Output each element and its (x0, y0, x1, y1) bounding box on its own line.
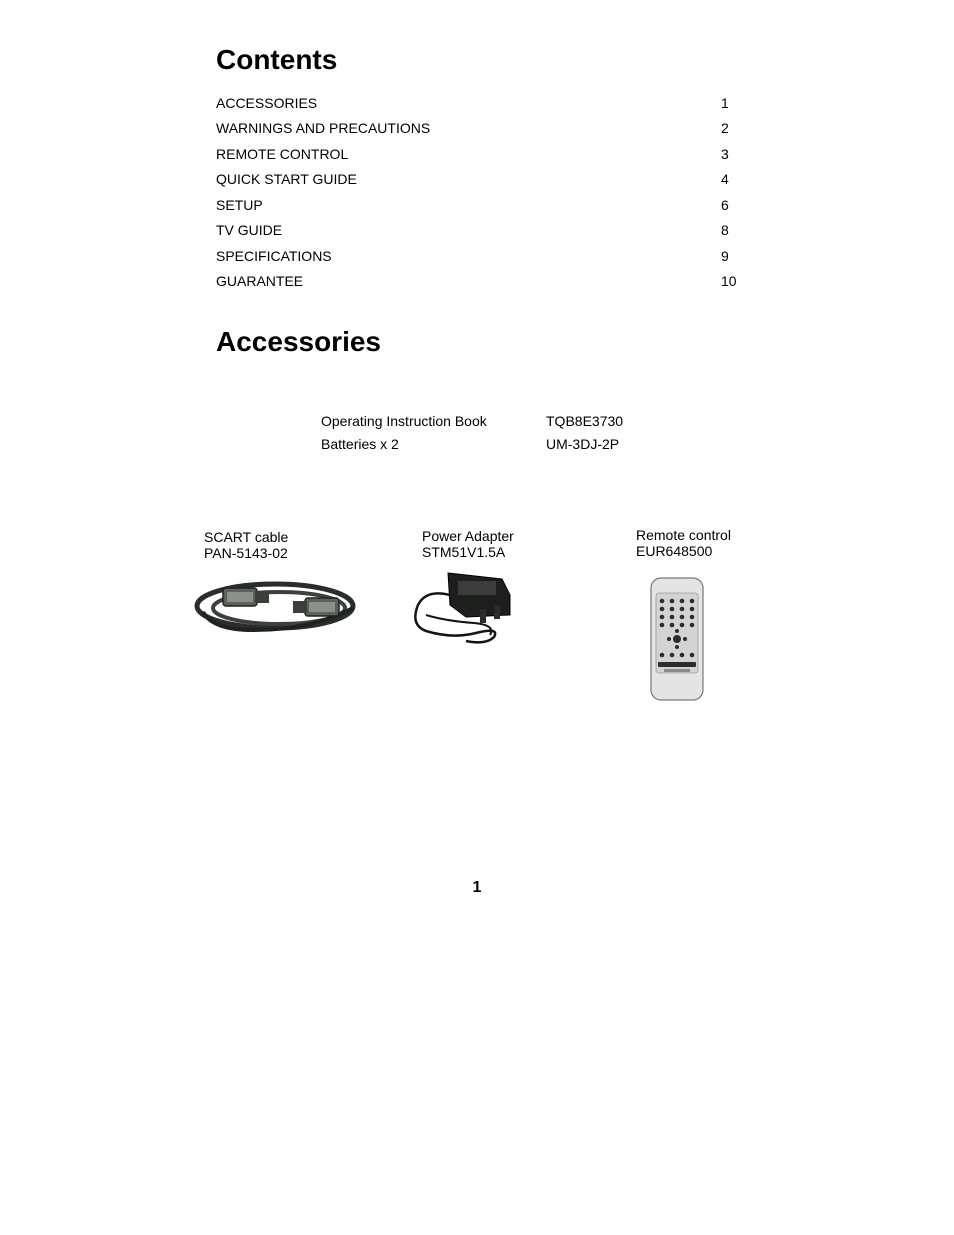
contents-title: Contents (216, 44, 338, 75)
toc-entry-warnings[interactable] (216, 120, 756, 140)
toc-entry-label: SETUP (216, 197, 263, 213)
toc-entry-guarantee[interactable] (216, 273, 756, 293)
scart-cable-name: SCART cable (204, 529, 289, 545)
toc-entry-tv-guide[interactable] (216, 222, 756, 242)
toc-entry-label: REMOTE CONTROL (216, 146, 349, 162)
toc-entry-page: 10 (721, 273, 737, 289)
accessory-name: Batteries x 2 (321, 436, 399, 452)
remote-control-caption (636, 527, 731, 559)
scart-cable-caption (204, 529, 288, 561)
toc-entry-page: 8 (721, 222, 729, 238)
toc-entry-label: SPECIFICATIONS (216, 248, 332, 264)
toc-entry-label: QUICK START GUIDE (216, 171, 357, 187)
toc-entry-accessories[interactable] (216, 95, 756, 115)
scart-cable-icon (193, 572, 363, 640)
toc-entry-specifications[interactable] (216, 248, 756, 268)
toc-entry-page: 2 (721, 120, 729, 136)
remote-control-code: EUR648500 (636, 543, 713, 559)
scart-cable-code: PAN-5143-02 (204, 545, 288, 561)
accessory-code: UM-3DJ-2P (546, 436, 620, 452)
toc-entry-label: GUARANTEE (216, 273, 304, 289)
toc-entry-remote-control[interactable] (216, 146, 756, 166)
toc-entry-page: 1 (721, 95, 729, 111)
power-adapter-code: STM51V1.5A (422, 544, 506, 560)
remote-control-icon (650, 577, 704, 701)
power-adapter-name: Power Adapter (422, 528, 514, 544)
remote-control-name: Remote control (636, 527, 731, 543)
toc-entry-page: 6 (721, 197, 729, 213)
accessory-code: TQB8E3730 (546, 413, 624, 429)
accessory-name: Operating Instruction Book (321, 413, 487, 429)
toc-entry-page: 4 (721, 171, 729, 187)
page-number: 1 (472, 879, 482, 896)
toc-entry-setup[interactable] (216, 197, 756, 217)
toc-entry-label: TV GUIDE (216, 222, 283, 238)
accessories-title: Accessories (216, 326, 382, 357)
toc-entry-page: 3 (721, 146, 729, 162)
toc-entry-label: ACCESSORIES (216, 95, 318, 111)
toc-entry-page: 9 (721, 248, 729, 264)
toc-entry-label: WARNINGS AND PRECAUTIONS (216, 120, 431, 136)
power-adapter-caption (422, 528, 514, 560)
accessory-list-item (321, 413, 721, 433)
toc-entry-quick-start[interactable] (216, 171, 756, 191)
power-adapter-icon (406, 565, 516, 647)
accessory-list-item (321, 436, 721, 456)
